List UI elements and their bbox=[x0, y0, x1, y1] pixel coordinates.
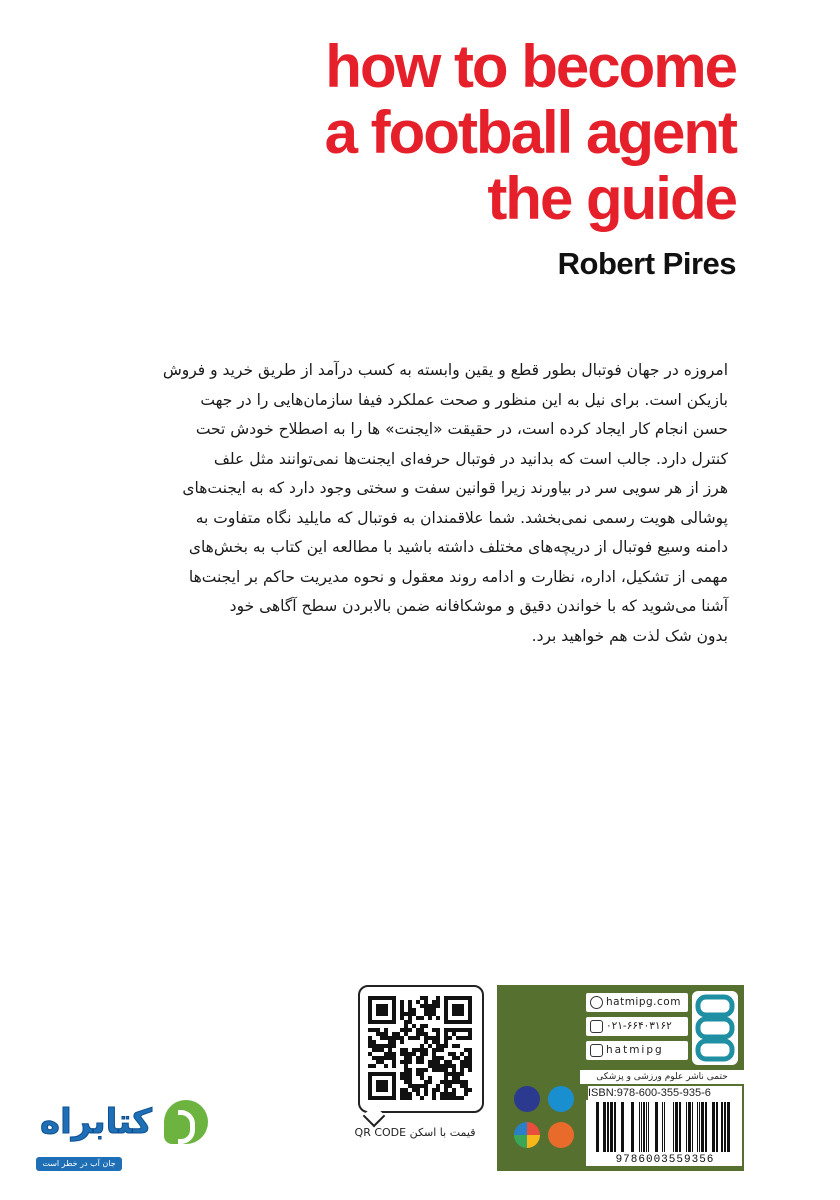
publisher-instagram-row[interactable] bbox=[586, 1041, 688, 1060]
colors-badge-icon bbox=[514, 1122, 540, 1148]
phone-icon bbox=[590, 1020, 603, 1033]
publisher-website-row[interactable] bbox=[586, 993, 688, 1012]
barcode-number: 9786003559356 bbox=[615, 1154, 715, 1166]
price-qr-code[interactable] bbox=[358, 985, 484, 1113]
blurb-line: هرز از هر سویی سر در بیاورند زیرا قوانین سفت و سختی وجود دارد که به ایجنت‌های bbox=[182, 479, 728, 497]
title-line-2: a football agent bbox=[324, 99, 736, 166]
blurb-line: پوشالی هویت رسمی نمی‌بخشد. شما علاقمندان به فوتبال که مایلید نگاه متفاوت به bbox=[195, 508, 728, 527]
blurb-line: مهمی از تشکیل، اداره، نظارت و ادامه روند معقول و نحوه مدیریت حاکم بر ایجنت‌ها bbox=[188, 567, 728, 586]
blurb-line: آشنا می‌شوید که با خواندن دقیق و موشکافانه ضمن بالابردن سطح آگاهی خود bbox=[229, 597, 728, 615]
blurb-line: امروزه در جهان فوتبال بطور قطع و یقین وابسته به کسب درآمد از طریق خرید و فروش bbox=[162, 361, 728, 379]
blurb-line: بازیکن است. برای نیل به این منظور و صحت عملکرد فیفا سازمان‌هایی را در جهت bbox=[200, 390, 728, 409]
publisher-name: حتمی ناشر علوم ورزشی و پزشکی bbox=[580, 1070, 744, 1084]
store-logo-mark-icon bbox=[164, 1100, 208, 1144]
blurb-line: بدون شک لذت هم خواهید برد. bbox=[531, 626, 728, 645]
barcode-icon bbox=[592, 1102, 736, 1152]
store-logo-tagline: جان آب در خطر است bbox=[36, 1157, 122, 1171]
globe-icon bbox=[590, 996, 603, 1009]
book-blurb bbox=[104, 356, 728, 651]
publisher-instagram: hatmipg bbox=[606, 1044, 664, 1056]
publisher-logo-icon bbox=[692, 991, 738, 1065]
help-badge-icon bbox=[548, 1086, 574, 1112]
author-name: Robert Pires bbox=[557, 246, 736, 281]
publisher-website: hatmipg.com bbox=[606, 996, 681, 1008]
isbn-label: ISBN:978-600-355-935-6 bbox=[588, 1086, 742, 1100]
qr-code-icon bbox=[368, 996, 472, 1100]
blurb-line: دامنه وسیع فوتبال از دریچه‌های مختلف داشته باشید با مطالعه این کتاب به بخش‌های bbox=[188, 538, 728, 556]
publisher-phone: ۰۲۱-۶۶۴۰۳۱۶۲ bbox=[606, 1020, 672, 1032]
book-title bbox=[36, 34, 736, 232]
publisher-phone-row[interactable] bbox=[586, 1017, 688, 1036]
sport-badge-icon bbox=[514, 1086, 540, 1112]
instagram-icon bbox=[590, 1044, 603, 1057]
qr-caption: قیمت با اسکن QR CODE bbox=[354, 1126, 476, 1139]
title-line-1: how to become bbox=[325, 33, 736, 100]
blurb-line: کنترل دارد. جالب است که بدانید در فوتبال حرفه‌ای ایجنت‌ها نمی‌توانند مثل علف bbox=[213, 449, 728, 468]
blurb-line: حسن انجام کار ایجاد کرده است، در حقیقت «ایجنت» ها را به اصطلاح خودش تحت bbox=[195, 420, 728, 438]
store-logo-text: کتابراه bbox=[40, 1102, 153, 1142]
kids-badge-icon bbox=[548, 1122, 574, 1148]
title-line-3: the guide bbox=[487, 165, 736, 232]
